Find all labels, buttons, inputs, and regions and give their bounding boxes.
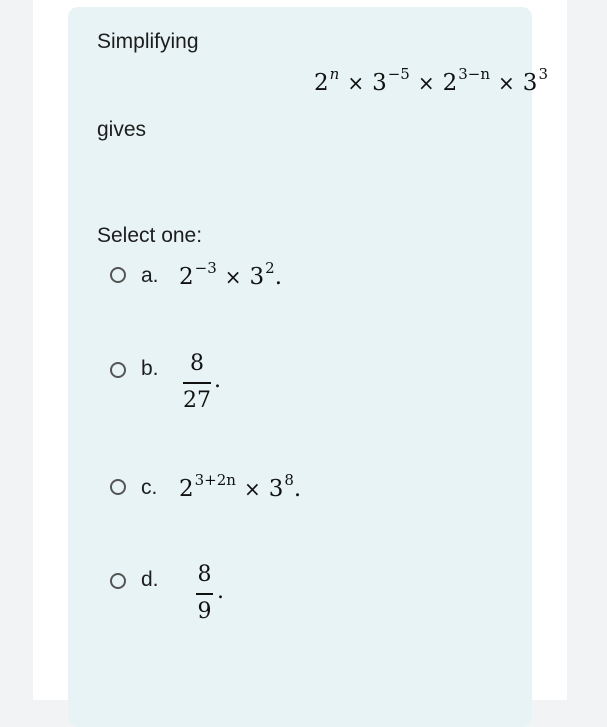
option-b-fraction[interactable]: 8 27 — [183, 351, 211, 413]
option-c-expression[interactable]: $2^{3+2n} \times 3^8$. — [179, 471, 302, 502]
question-expression: $2^n \times 3^{-5} \times 2^{3-n} \times 3^3$ — [314, 65, 548, 96]
question-card — [68, 7, 532, 727]
option-c-letter[interactable]: c. — [141, 476, 158, 499]
question-intro: Simplifying — [97, 30, 199, 53]
option-b-end: . — [214, 368, 221, 393]
select-one-label: Select one: — [97, 224, 203, 247]
option-a-expression[interactable]: $2^{-3} \times 3^2$. — [179, 259, 283, 290]
option-c-radio[interactable] — [110, 479, 126, 495]
option-d-letter[interactable]: d. — [141, 568, 159, 591]
option-a-letter[interactable]: a. — [141, 264, 159, 287]
option-a-radio[interactable] — [110, 267, 126, 283]
option-b-letter[interactable]: b. — [141, 357, 159, 380]
question-gives: gives — [97, 118, 147, 141]
option-d-fraction[interactable]: 8 9 — [197, 562, 212, 624]
option-d-radio[interactable] — [110, 573, 126, 589]
option-d-end: . — [217, 579, 224, 604]
option-b-radio[interactable] — [110, 362, 126, 378]
